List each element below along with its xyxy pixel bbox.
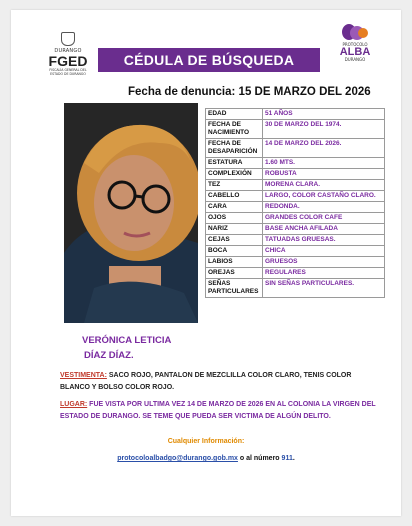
missing-person-name (82, 333, 171, 363)
place-label: LUGAR: (60, 401, 88, 408)
contact-connector: o al número (239, 455, 280, 462)
detail-label: FECHA DE DESAPARICIÓN (206, 139, 263, 158)
physical-description-table (205, 108, 385, 298)
clothing-label: VESTIMENTA: (60, 372, 107, 379)
detail-row (206, 268, 385, 279)
contact-phone[interactable]: 911 (281, 455, 293, 462)
contact-line (0, 455, 412, 462)
detail-row (206, 120, 385, 139)
detail-label: TEZ (206, 180, 263, 191)
person-portrait-image (64, 103, 198, 323)
detail-label: LABIOS (206, 257, 263, 268)
name-first: VERÓNICA LETICIA (82, 335, 172, 346)
detail-label: ESTATURA (206, 158, 263, 169)
detail-row (206, 235, 385, 246)
detail-label: CABELLO (206, 191, 263, 202)
alba-protocol-label: PROTOCOLO (342, 42, 368, 47)
detail-row (206, 213, 385, 224)
detail-value: REGULARES (263, 268, 385, 279)
detail-value: ROBUSTA (263, 169, 385, 180)
detail-value: GRANDES COLOR CAFE (263, 213, 385, 224)
page-title: CÉDULA DE BÚSQUEDA (98, 48, 320, 72)
detail-row (206, 279, 385, 298)
detail-label: NARIZ (206, 224, 263, 235)
detail-label: CARA (206, 202, 263, 213)
detail-label: OREJAS (206, 268, 263, 279)
detail-row (206, 191, 385, 202)
detail-row (206, 202, 385, 213)
detail-row (206, 224, 385, 235)
clothing-text: SACO ROJO, PANTALON DE MEZCLILLA COLOR CLARO, TENIS COLOR BLANCO Y BOLSO COLOR ROJO. (60, 372, 352, 391)
detail-value: BASE ANCHA AFILADA (263, 224, 385, 235)
detail-value: 14 DE MARZO DEL 2026. (263, 139, 385, 158)
report-date: Fecha de denuncia: 15 DE MARZO DEL 2026 (128, 86, 371, 98)
missing-person-photo (64, 103, 198, 323)
detail-value: TATUADAS GRUESAS. (263, 235, 385, 246)
clothing-paragraph (60, 370, 360, 394)
place-paragraph (60, 399, 378, 423)
detail-label: BOCA (206, 246, 263, 257)
alba-name: ALBA (339, 46, 371, 58)
alba-logo-icon (338, 22, 372, 42)
alba-logo (332, 22, 378, 68)
fged-state-label: DURANGO (54, 48, 82, 54)
detail-value: 30 DE MARZO DEL 1974. (263, 120, 385, 139)
detail-value: MORENA CLARA. (263, 180, 385, 191)
contact-title: Cualquier Información: (167, 438, 245, 445)
fged-subtitle: FISCALÍA GENERAL DEL ESTADO DE DURANGO (49, 68, 87, 76)
detail-label: SEÑAS PARTICULARES (206, 279, 263, 298)
detail-label: COMPLEXIÓN (206, 169, 263, 180)
place-text: FUE VISTA POR ULTIMA VEZ 14 DE MARZO DE 2026 EN AL COLONIA LA VIRGEN DEL ESTADO DE DURANGO. SE TEME QUE PUEDA SER VICTIMA DE ALGÚN DELITO. (60, 401, 376, 420)
detail-label: EDAD (206, 109, 263, 120)
detail-label: OJOS (206, 213, 263, 224)
detail-value: 1.60 MTS. (263, 158, 385, 169)
detail-row (206, 246, 385, 257)
fged-name: FGED (48, 53, 88, 69)
detail-value: SIN SEÑAS PARTICULARES. (263, 279, 385, 298)
detail-row (206, 139, 385, 158)
detail-row (206, 169, 385, 180)
detail-value: GRUESOS (263, 257, 385, 268)
contact-end: . (292, 455, 295, 462)
name-last: DÍAZ DÍAZ. (84, 350, 134, 361)
detail-value: LARGO, COLOR CASTAÑO CLARO. (263, 191, 385, 202)
detail-row (206, 158, 385, 169)
durango-crest-icon (61, 32, 75, 46)
detail-value: REDONDA. (263, 202, 385, 213)
detail-value: 51 AÑOS (263, 109, 385, 120)
alba-subtitle: DURANGO (344, 57, 366, 62)
contact-email-link[interactable]: protocoloalbadgo@durango.gob.mx (117, 455, 238, 462)
detail-label: CEJAS (206, 235, 263, 246)
detail-row (206, 109, 385, 120)
fged-logo (44, 32, 92, 76)
detail-value: CHICA (263, 246, 385, 257)
detail-row (206, 257, 385, 268)
detail-label: FECHA DE NACIMIENTO (206, 120, 263, 139)
detail-row (206, 180, 385, 191)
